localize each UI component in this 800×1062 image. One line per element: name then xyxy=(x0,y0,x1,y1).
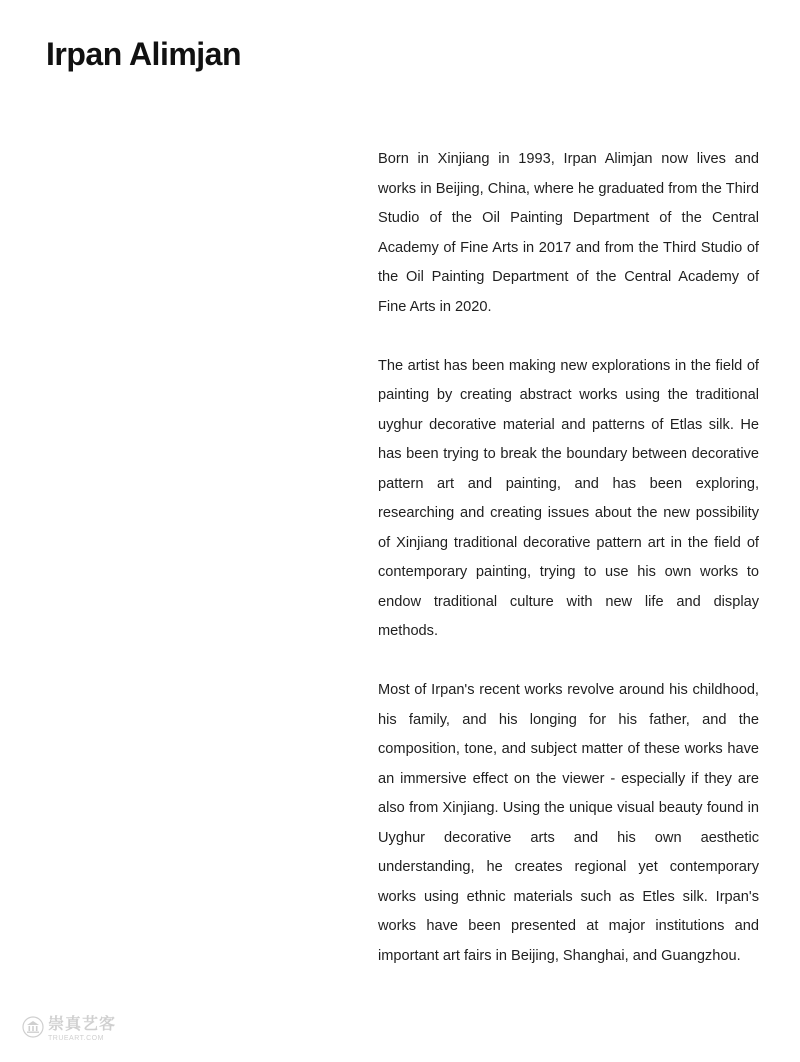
page-title: Irpan Alimjan xyxy=(46,36,242,72)
bio-paragraph-2: The artist has been making new explorations in the field of painting by creating abstract works using the traditional uyghur decorative material and patterns of Etlas silk. He has been trying to break the boundary between decorative pattern art and painting, and has been exploring, researching and creating issues about the new possibility of Xinjiang traditional decorative pattern art in the field of contemporary painting, trying to use his own works to endow traditional culture with new life and display methods. xyxy=(378,357,759,639)
museum-icon xyxy=(22,1016,44,1043)
bio-paragraph-1: Born in Xinjiang in 1993, Irpan Alimjan now lives and works in Beijing, China, where he graduated from the Third Studio of the Oil Painting Department of the Central Academy of Fine Arts in 2017 and from the Third Studio of the Oil Painting Department of the Central Academy of Fine Arts in 2020. xyxy=(378,151,759,315)
bio-paragraph-3: Most of Irpan's recent works revolve around his childhood, his family, and his longing for his father, and the composition, tone, and subject matter of these works have an immersive effect on the viewer - especially if they are also from Xinjiang. Using the unique visual beauty found in Uyghur decorative arts and his own aesthetic understanding, he creates regional yet contemporary works using ethnic materials such as Etles silk. Irpan's works have been presented at major institutions and important art fairs in Beijing, Shanghai, and Guangzhou. xyxy=(378,682,759,964)
watermark-cn: 崇真艺客 xyxy=(48,1016,117,1033)
watermark xyxy=(22,1016,116,1043)
artist-bio xyxy=(378,145,759,1001)
watermark-en: TRUEART.COM xyxy=(48,1035,104,1042)
